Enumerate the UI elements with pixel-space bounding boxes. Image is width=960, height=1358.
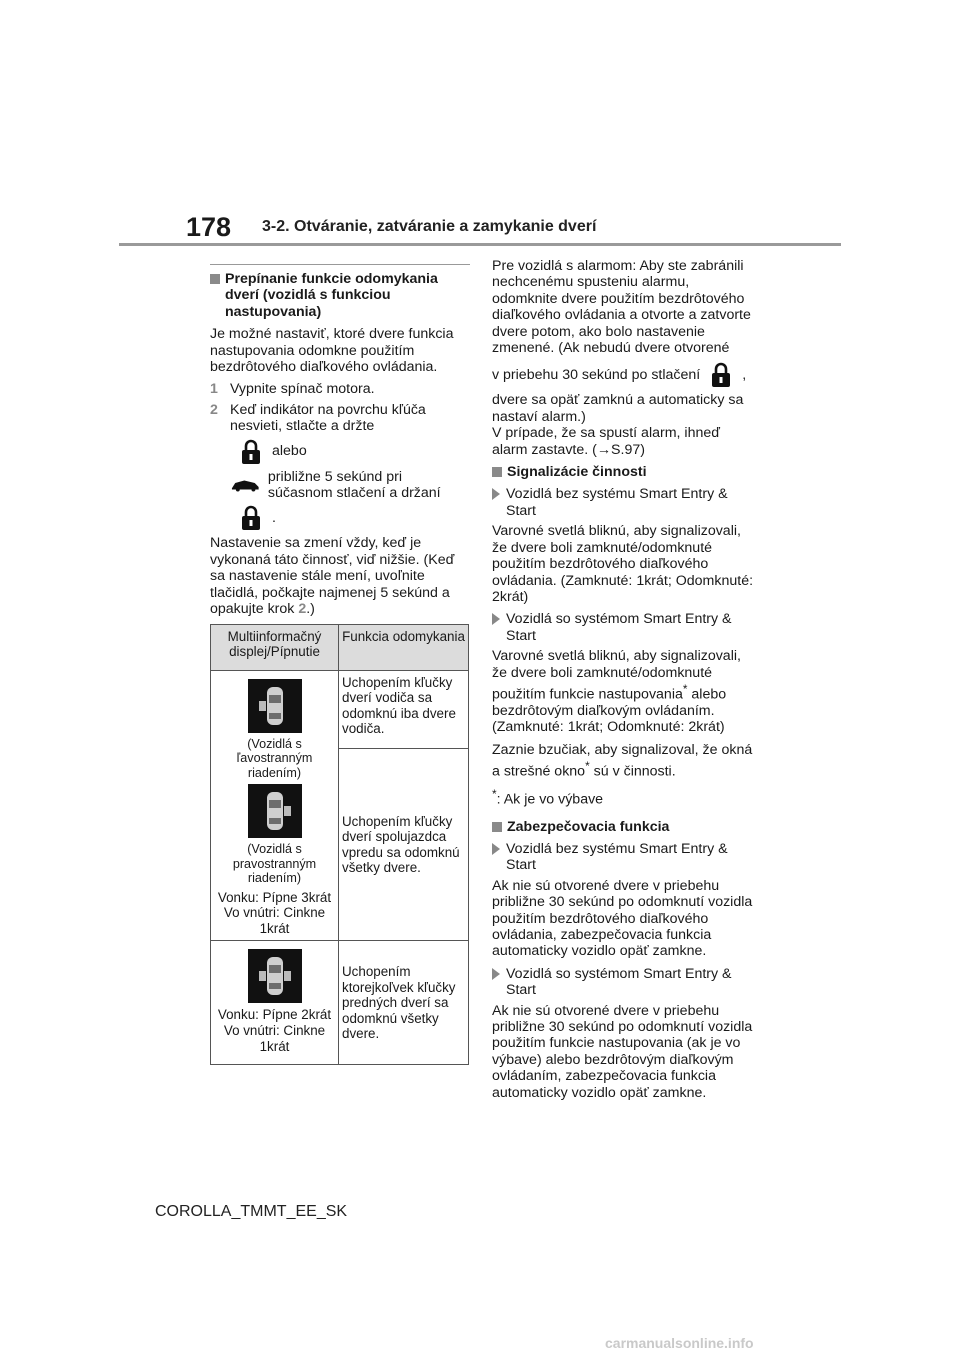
lock-button-icon — [238, 505, 264, 531]
sec-text-1: Ak nie sú otvorené dvere v priebehu približne 30 sekúnd po odomknutí vozidla použitím bezdrôtového diaľkového ovládania, zabezpečovacia funkcia automaticky vozidlo opäť zamkne. — [492, 877, 753, 960]
sound-description: Vonku: Pípne 3krát Vo vnútri: Cinkne 1krát — [217, 889, 332, 936]
section-heading-security: Zabezpečovacia funkcia — [492, 819, 754, 835]
lock-button-icon — [238, 439, 264, 465]
lock-button-icon — [708, 362, 734, 388]
table-header-function: Funkcia odomykania — [339, 624, 469, 670]
left-column — [210, 262, 470, 1065]
footnote: *: Ak je vo výbave — [492, 787, 604, 809]
sig-item-1: Vozidlá bez systému Smart Entry & Start — [492, 486, 754, 519]
section-heading-signals: Signalizácie činnosti — [492, 464, 754, 480]
step-2: 2 Keď indikátor na povrchu kľúča nesvieti, stlačte a držte — [210, 401, 426, 435]
header-divider — [119, 243, 841, 246]
section-heading: Prepínanie funkcie odomykania dverí (vozidlá s funkciou nastupovania) — [210, 271, 470, 320]
sig-item-2: Vozidlá so systémom Smart Entry & Start — [492, 611, 754, 644]
car-top-view-front-doors-open-icon — [248, 949, 302, 1003]
buzzer-text: Zaznie bzučiak, aby signalizoval, že okná a strešné okno* sú v činnosti. — [492, 741, 753, 781]
triangle-bullet-icon — [492, 488, 500, 500]
triangle-bullet-icon — [492, 843, 500, 855]
right-column — [492, 258, 754, 1107]
sig-text-1: Varovné svetlá bliknú, aby signalizovali, že dvere boli zamknuté/odomknuté použitím bezdrôtového diaľkového ovládania. (Zamknuté: 1krát; Odomknuté: 2krát) — [492, 523, 754, 605]
triangle-bullet-icon — [492, 613, 500, 625]
sig-text-2: Varovné svetlá bliknú, aby signalizovali, že dvere boli zamknuté/odomknuté použitím funkcie nastupovania* alebo bezdrôtovým diaľkovým ovládaním. (Zamknuté: 1krát; Odomknuté: 2krát) — [492, 648, 741, 736]
sec-text-2: Ak nie sú otvorené dvere v priebehu približne 30 sekúnd po odomknutí vozidla použitím funkcie nastupovania (ak je vo výbave) alebo bezdrôtovým diaľkovým ovládaním, zabezpečovacia funkcia automaticky vozidlo opäť zamkne. — [492, 1002, 753, 1101]
square-bullet-icon — [492, 467, 502, 477]
intro-text: Je možné nastaviť, ktoré dvere funkcia nastupovania odomkne použitím bezdrôtového diaľkového ovládania. — [210, 326, 454, 376]
page-header — [0, 0, 960, 250]
section-divider — [210, 264, 470, 265]
alarm-note-continued: dvere sa opäť zamknú a automaticky sa nastaví alarm.) V prípade, že sa spustí alarm, ihneď alarm zastavte. (→S.97) — [492, 392, 744, 458]
sec-item-2: Vozidlá so systémom Smart Entry & Start — [492, 966, 754, 999]
table-cell-function: Uchopením ktorejkoľvek kľučky predných dverí sa odomknú všetky dvere. — [339, 941, 469, 1065]
car-top-view-passenger-door-open-icon — [248, 784, 302, 838]
step-2-lock-row: alebo — [230, 439, 470, 465]
footer-model-code: COROLLA_TMMT_EE_SK — [155, 1203, 348, 1220]
setting-note: Nastavenie sa zmení vždy, keď je vykonaná táto činnosť, viď nižšie. (Keď sa nastavenie stále mení, uvoľnite tlačidlá, počkajte najmenej 5 sekúnd a opakujte krok 2.) — [210, 535, 455, 618]
alarm-lock-row: v priebehu 30 sekúnd po stlačení , — [492, 362, 754, 388]
sec-item-1: Vozidlá bez systému Smart Entry & Start — [492, 841, 754, 874]
car-top-view-driver-door-open-icon — [248, 679, 302, 733]
alarm-note: Pre vozidlá s alarmom: Aby ste zabránili nechcenému spusteniu alarmu, odomknite dvere použitím bezdrôtového diaľkového ovládania a otvorte a zatvorte dvere potom, ako bolo nastavenie zmenené. (Ak nebudú dvere otvorené — [492, 258, 751, 357]
table-cell-function: Uchopením kľučky dverí vodiča sa odomknú iba dvere vodiča. — [339, 670, 469, 749]
step-2-lock-row-2: . — [230, 505, 470, 531]
triangle-bullet-icon — [492, 968, 500, 980]
step-2-car-row: približne 5 sekúnd pri súčasnom stlačení a držaní — [230, 469, 470, 502]
step-1: 1 Vypnite spínač motora. — [210, 381, 375, 398]
table-cell-display — [211, 941, 339, 1065]
square-bullet-icon — [492, 822, 502, 832]
table-cell-function: Uchopením kľučky dverí spolujazdca vpredu sa odomknú všetky dvere. — [339, 749, 469, 941]
table-header-display: Multiinformačný displej/Pípnutie — [211, 624, 339, 670]
page-number: 178 — [186, 212, 232, 242]
square-bullet-icon — [210, 274, 220, 284]
unlock-settings-table — [210, 624, 469, 1066]
sound-description: Vonku: Pípne 2krát Vo vnútri: Cinkne 1krát — [217, 1007, 332, 1054]
chapter-title: 3-2. Otváranie, zatváranie a zamykanie dverí — [262, 218, 597, 235]
watermark: carmanualsonline.info — [605, 1335, 754, 1351]
trunk-button-icon — [230, 472, 260, 498]
table-cell-display: (Vozidlá s ľavostranným riadením) (Vozidlá s pravostranným riadením) Vonku: Pípne 3krát Vo vnútri: Cinkne 1krát — [211, 670, 339, 941]
